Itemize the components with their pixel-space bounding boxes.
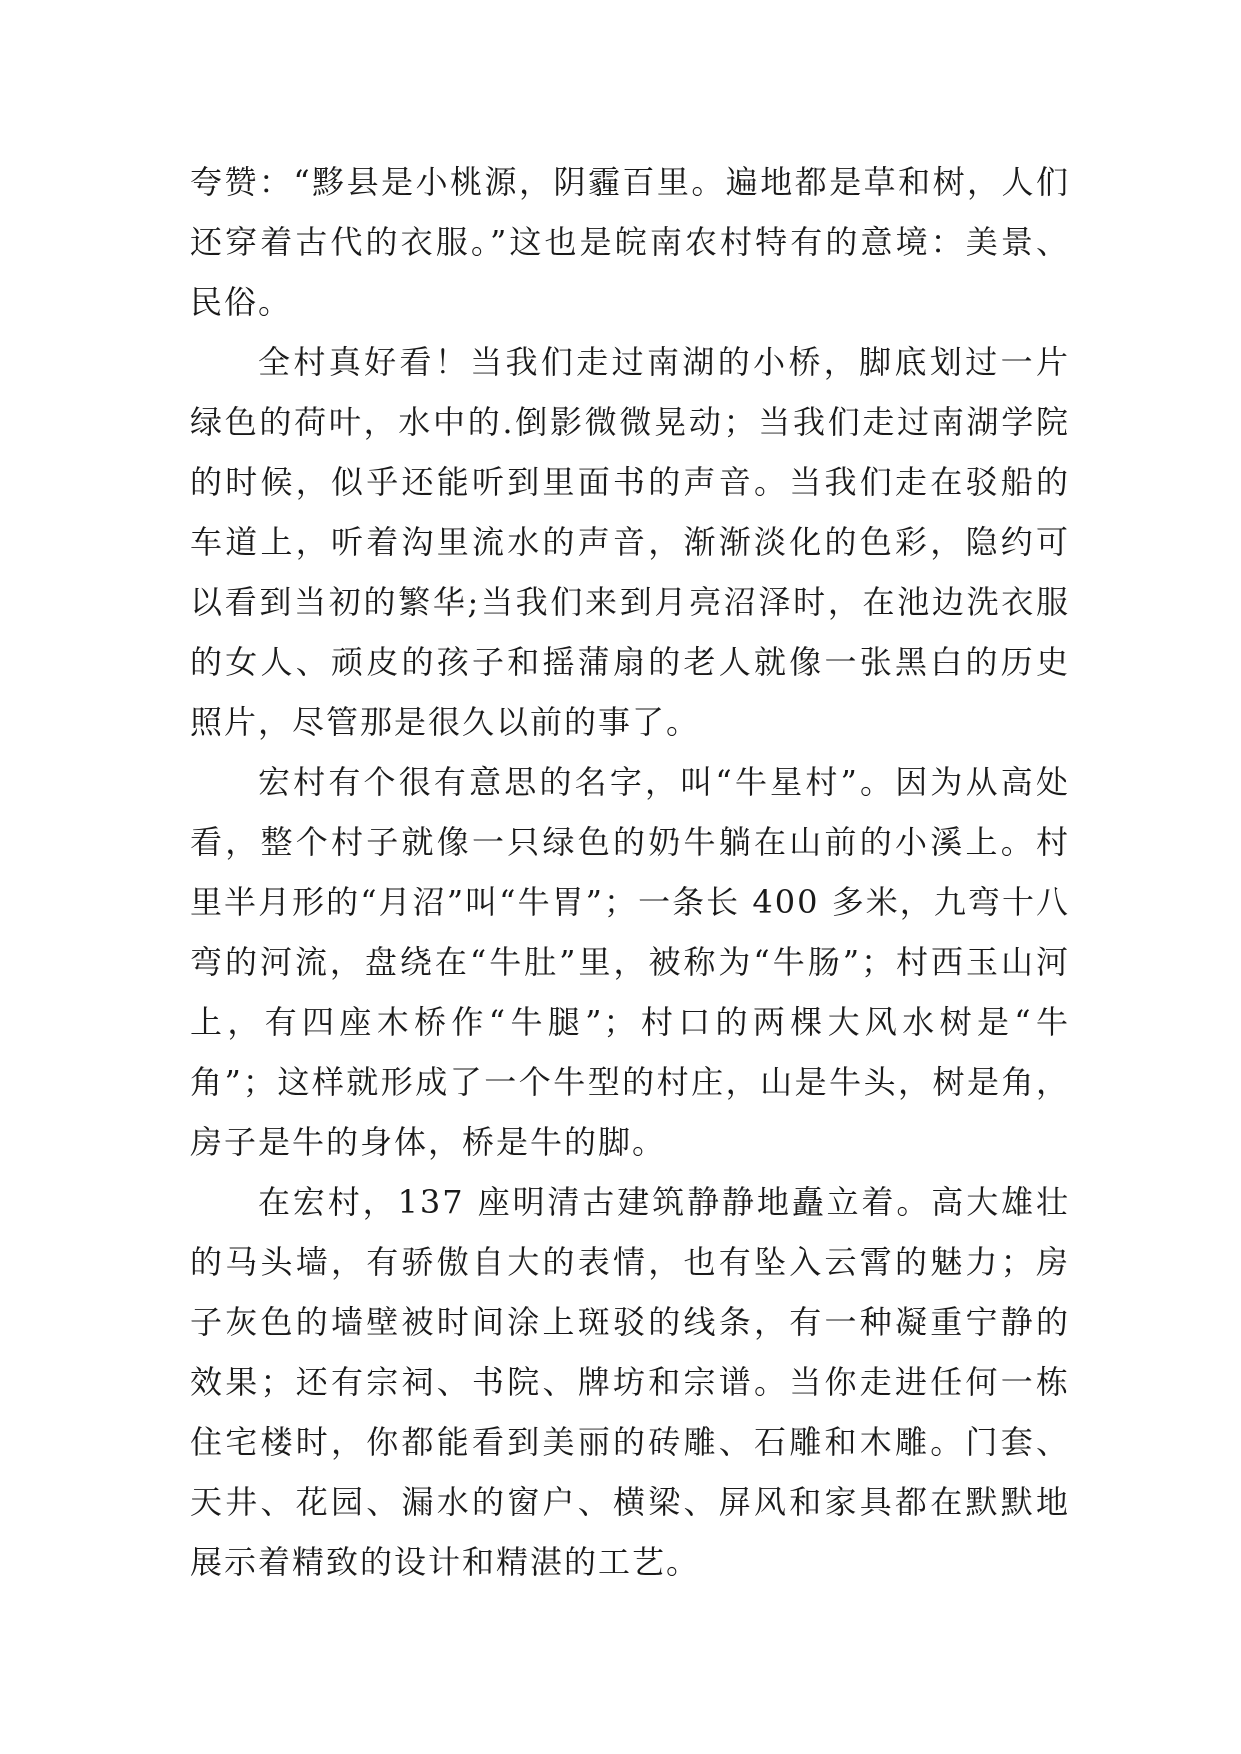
document-body xyxy=(190,152,1070,1592)
paragraph-3: 宏村有个很有意思的名字，叫“牛星村”。因为从高处看，整个村子就像一只绿色的奶牛躺在山前的小溪上。村里半月形的“月沼”叫“牛胃”；一条长 400 多米，九弯十八弯的河流，盘绕在“牛肚”里，被称为“牛肠”；村西玉山河上，有四座木桥作“牛腿”；村口的两棵大风水树是“牛角”；这样就形成了一个牛型的村庄，山是牛头，树是角，房子是牛的身体，桥是牛的脚。 xyxy=(190,763,1070,1161)
paragraph-2: 全村真好看！当我们走过南湖的小桥，脚底划过一片绿色的荷叶，水中的.倒影微微晃动；当我们走过南湖学院的时候，似乎还能听到里面书的声音。当我们走在驳船的车道上，听着沟里流水的声音，渐渐淡化的色彩，隐约可以看到当初的繁华;当我们来到月亮沼泽时，在池边洗衣服的女人、顽皮的孩子和摇蒲扇的老人就像一张黑白的历史照片，尽管那是很久以前的事了。 xyxy=(190,343,1070,741)
paragraph-1: 夸赞：“黟县是小桃源，阴霾百里。遍地都是草和树，人们还穿着古代的衣服。”这也是皖南农村特有的意境：美景、民俗。 xyxy=(190,163,1070,321)
paragraph-4: 在宏村，137 座明清古建筑静静地矗立着。高大雄壮的马头墙，有骄傲自大的表情，也有坠入云霄的魅力；房子灰色的墙壁被时间涂上斑驳的线条，有一种凝重宁静的效果；还有宗祠、书院、牌坊和宗谱。当你走进任何一栋住宅楼时，你都能看到美丽的砖雕、石雕和木雕。门套、天井、花园、漏水的窗户、横梁、屏风和家具都在默默地展示着精致的设计和精湛的工艺。 xyxy=(190,1183,1070,1581)
